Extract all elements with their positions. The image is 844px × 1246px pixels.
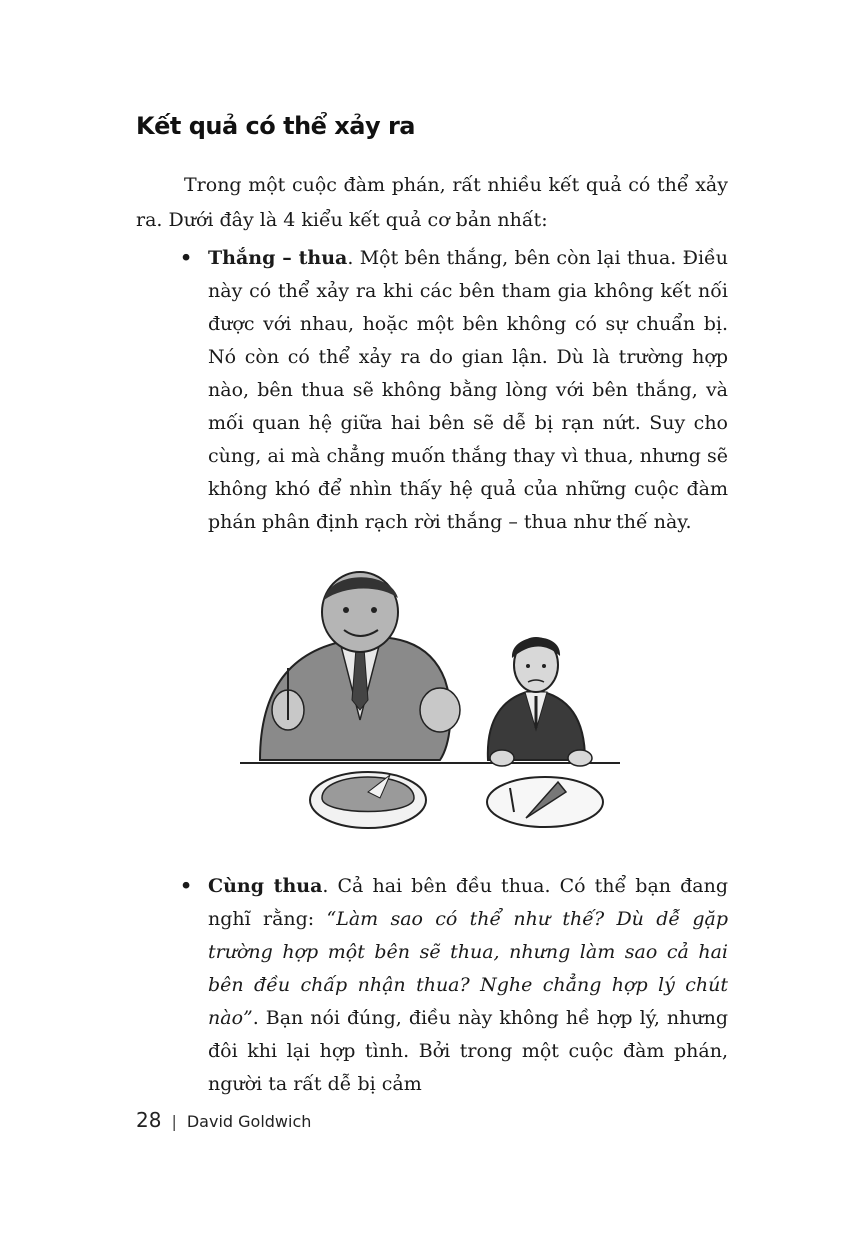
bullet-text-continued: . Bạn nói đúng, điều này không hề hợp lý, nhưng đôi khi lại hợp tình. Bởi trong một cuộc đàm phán, người ta rất dễ bị cảm	[208, 1007, 728, 1095]
bullet-marker: •	[180, 875, 193, 897]
bullet-text: . Một bên thắng, bên còn lại thua. Điều này có thể xảy ra khi các bên tham gia không kết nối được với nhau, hoặc một bên không có sự chuẩn bị. Nó còn có thể xảy ra do gian lận. Dù là trường hợp nào, bên thua sẽ không bằng lòng với bên thắng, và mối quan hệ giữa hai bên sẽ dễ bị rạn nứt. Suy cho cùng, ai mà chẳng muốn thắng thay vì thua, nhưng sẽ không khó để nhìn thấy hệ quả của những cuộc đàm phán phân định rạch rời thắng – thua như thế này.	[208, 247, 728, 533]
bullet-term: Thắng – thua	[208, 247, 348, 269]
bullet-quote: “Làm sao có thể như thế? Dù dễ gặp trường hợp một bên sẽ thua, nhưng làm sao cả hai bên đều chấp nhận thua? Nghe chẳng hợp lý chút nào”	[208, 908, 728, 1029]
bullet-win-lose	[180, 242, 728, 539]
win-lose-illustration	[240, 570, 620, 845]
bullet-term: Cùng thua	[208, 875, 323, 897]
page-number: 28	[136, 1108, 162, 1132]
bullet-marker: •	[180, 247, 193, 269]
bullet-lose-lose	[180, 870, 728, 1101]
author-name: David Goldwich	[186, 1112, 312, 1131]
bullet-text: . Cả hai bên đều thua. Có thể bạn đang nghĩ rằng:	[208, 875, 728, 930]
intro-paragraph: Trong một cuộc đàm phán, rất nhiều kết quả có thể xảy ra. Dưới đây là 4 kiểu kết quả cơ bản nhất:	[136, 174, 728, 231]
section-heading: Kết quả có thể xảy ra	[136, 112, 415, 140]
footer-separator: |	[171, 1112, 177, 1131]
page-footer	[136, 1108, 311, 1132]
